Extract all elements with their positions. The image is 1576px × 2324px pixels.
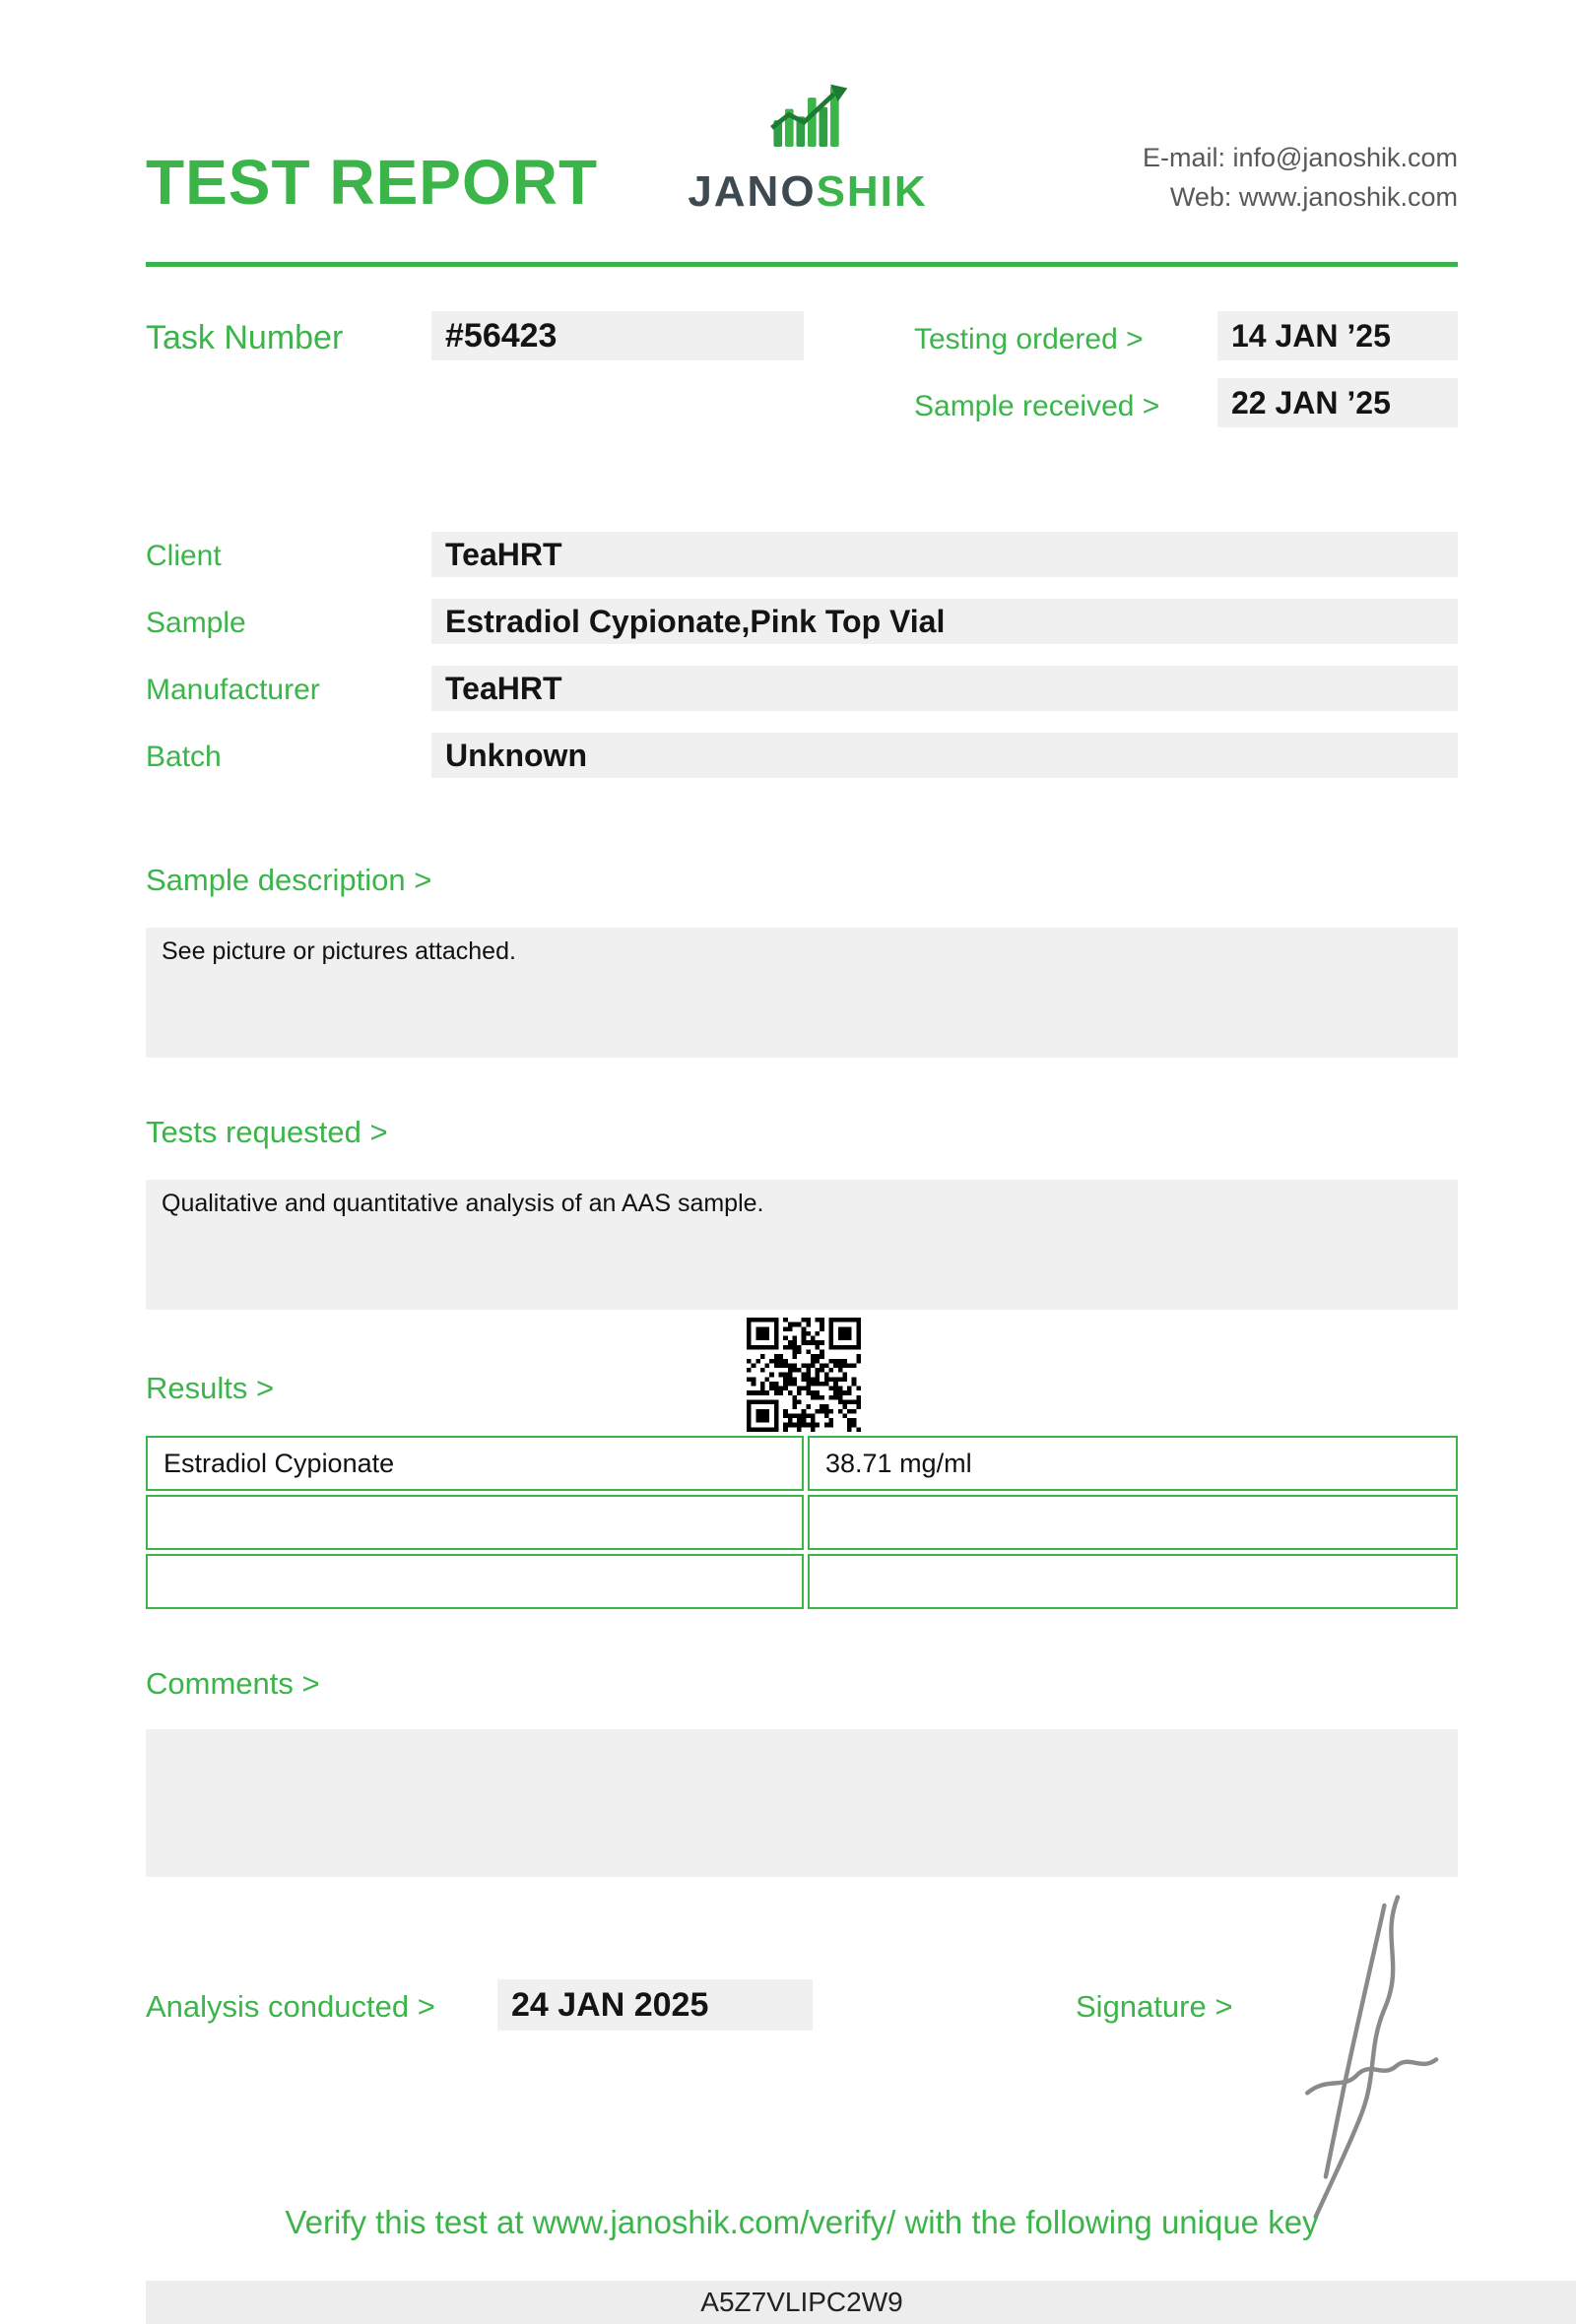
- manufacturer-label: Manufacturer: [146, 674, 320, 706]
- contact-web: Web: www.janoshik.com: [1169, 182, 1458, 212]
- contact-email: E-mail: info@janoshik.com: [1142, 143, 1458, 172]
- page-title: TEST REPORT: [146, 147, 599, 218]
- logo-wordmark: [680, 167, 936, 217]
- result-value-cell: 38.71 mg/ml: [808, 1436, 1458, 1491]
- task-number-label: Task Number: [146, 319, 344, 356]
- verify-instructions: Verify this test at www.janoshik.com/verify/ with the following unique key: [285, 2204, 1319, 2240]
- handwritten-signature: [1280, 1889, 1448, 2196]
- sample-description-text: See picture or pictures attached.: [146, 928, 1458, 1058]
- testing-ordered-value: 14 JAN ’25: [1217, 311, 1458, 360]
- tests-requested-label: Tests requested >: [146, 1115, 388, 1149]
- header-divider: [146, 262, 1458, 267]
- analysis-conducted-value: 24 JAN 2025: [497, 1979, 813, 2031]
- tests-requested-text: Qualitative and quantitative analysis of an AAS sample.: [146, 1180, 1458, 1310]
- sample-description-label: Sample description >: [146, 863, 432, 897]
- signature-label: Signature >: [1076, 1989, 1233, 2024]
- sample-received-label: Sample received >: [914, 390, 1160, 422]
- testing-ordered-label: Testing ordered >: [914, 323, 1144, 355]
- comments-label: Comments >: [146, 1666, 320, 1701]
- logo-shik: SHIK: [816, 167, 928, 216]
- sample-received-value: 22 JAN ’25: [1217, 378, 1458, 427]
- logo-bars-icon: [760, 77, 855, 156]
- result-substance-cell: Estradiol Cypionate: [146, 1436, 804, 1491]
- client-label: Client: [146, 540, 222, 572]
- result-substance-cell: [146, 1495, 804, 1550]
- sample-value: Estradiol Cypionate,Pink Top Vial: [431, 599, 1458, 644]
- batch-label: Batch: [146, 741, 222, 773]
- comments-text: [146, 1729, 1458, 1877]
- results-label: Results >: [146, 1371, 275, 1405]
- verify-key-bar: [146, 2281, 1576, 2324]
- result-value-cell: [808, 1495, 1458, 1550]
- qr-code: [747, 1318, 861, 1432]
- batch-value: Unknown: [431, 733, 1458, 778]
- result-substance-cell: [146, 1554, 804, 1609]
- analysis-conducted-label: Analysis conducted >: [146, 1989, 435, 2024]
- manufacturer-value: TeaHRT: [431, 666, 1458, 711]
- logo-jano: JANO: [688, 167, 817, 216]
- sample-label: Sample: [146, 607, 246, 639]
- contact-block: [1143, 138, 1458, 217]
- verify-key: A5Z7VLIPC2W9: [700, 2287, 903, 2317]
- result-value-cell: [808, 1554, 1458, 1609]
- client-value: TeaHRT: [431, 532, 1458, 577]
- task-number-value: #56423: [431, 311, 804, 360]
